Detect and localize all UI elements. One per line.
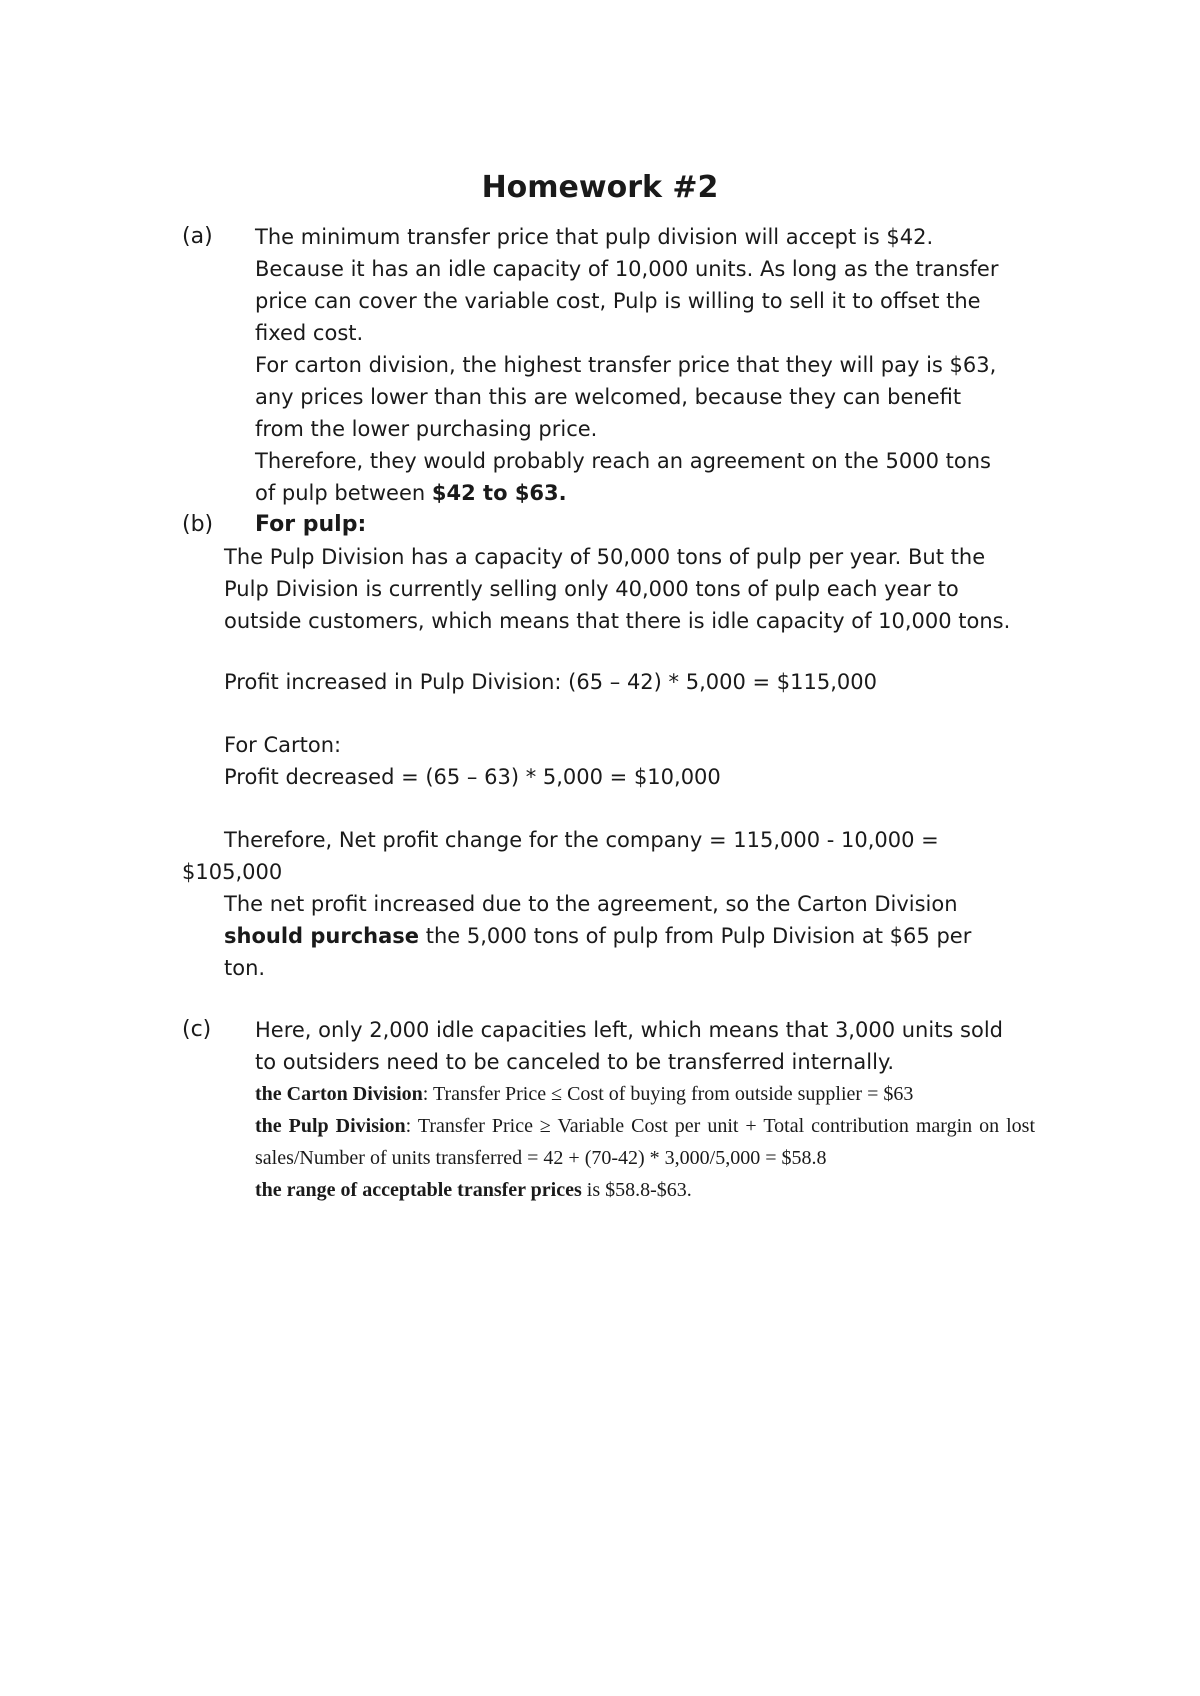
part-c-line: Here, only 2,000 idle capacities left, which means that 3,000 units sold xyxy=(255,1018,1003,1042)
part-b-conclusion xyxy=(224,888,1054,984)
conclusion-line xyxy=(224,920,1054,952)
carton-division-label: the Carton Division xyxy=(255,1083,423,1105)
conclusion-rest: the 5,000 tons of pulp from Pulp Division at $65 per xyxy=(419,924,972,948)
part-a-line: any prices lower than this are welcomed, because they can benefit xyxy=(255,385,962,409)
part-a-last-prefix: of pulp between xyxy=(255,481,432,505)
part-b-capacity-line: outside customers, which means that there is idle capacity of 10,000 tons. xyxy=(224,609,1011,633)
part-c-analysis xyxy=(255,1078,1035,1206)
part-b-heading: For pulp: xyxy=(255,512,367,537)
conclusion-line: The net profit increased due to the agreement, so the Carton Division xyxy=(224,892,958,916)
part-c-intro xyxy=(255,1014,1035,1078)
net-profit-value: $105,000 xyxy=(182,860,283,884)
net-profit-line: Therefore, Net profit change for the company = 115,000 - 10,000 = xyxy=(224,828,939,852)
part-b-capacity-line: The Pulp Division has a capacity of 50,000 tons of pulp per year. But the xyxy=(224,545,986,569)
pulp-profit-line: Profit increased in Pulp Division: (65 – 42) * 5,000 = $115,000 xyxy=(224,670,877,694)
price-range-text: is $58.8-$63. xyxy=(581,1179,692,1201)
carton-division-text: : Transfer Price ≤ Cost of buying from outside supplier = $63 xyxy=(422,1083,914,1105)
part-b-capacity-line: Pulp Division is currently selling only 40,000 tons of pulp each year to xyxy=(224,577,959,601)
part-a-last-line xyxy=(255,477,1035,509)
part-a-line: For carton division, the highest transfer price that they will pay is $63, xyxy=(255,353,997,377)
part-c-line: to outsiders need to be canceled to be transferred internally. xyxy=(255,1050,895,1074)
part-a-body xyxy=(255,221,1035,509)
carton-heading: For Carton: xyxy=(224,733,342,757)
part-a-price-range: $42 to $63. xyxy=(431,481,567,505)
conclusion-line: ton. xyxy=(224,956,266,980)
part-a-line: Therefore, they would probably reach an agreement on the 5000 tons xyxy=(255,449,991,473)
part-a-line: Because it has an idle capacity of 10,000 units. As long as the transfer xyxy=(255,257,999,281)
part-c-marker: (c) xyxy=(182,1017,212,1042)
part-a-line: from the lower purchasing price. xyxy=(255,417,598,441)
carton-profit-line: Profit decreased = (65 – 63) * 5,000 = $10,000 xyxy=(224,765,721,789)
pulp-division-label: the Pulp Division xyxy=(255,1115,406,1137)
price-range-rule xyxy=(255,1174,1035,1206)
conclusion-emphasis: should purchase xyxy=(224,924,420,948)
page-title: Homework #2 xyxy=(481,170,719,205)
part-a-marker: (a) xyxy=(182,224,213,249)
part-a-line: The minimum transfer price that pulp division will accept is $42. xyxy=(255,225,934,249)
part-b-marker: (b) xyxy=(182,512,214,537)
price-range-label: the range of acceptable transfer prices xyxy=(255,1179,582,1201)
part-b-capacity xyxy=(224,541,1054,637)
carton-division-rule xyxy=(255,1078,1035,1110)
part-a-line: fixed cost. xyxy=(255,321,364,345)
pulp-division-rule xyxy=(255,1110,1035,1174)
part-a-line: price can cover the variable cost, Pulp is willing to sell it to offset the xyxy=(255,289,981,313)
pulp-division-text: : Transfer Price ≥ Variable Cost per unit + Total contribution margin on lost sales/Number of units transferred = 42 + (70-42) * 3,000/5,000 = $58.8 xyxy=(255,1115,1036,1169)
